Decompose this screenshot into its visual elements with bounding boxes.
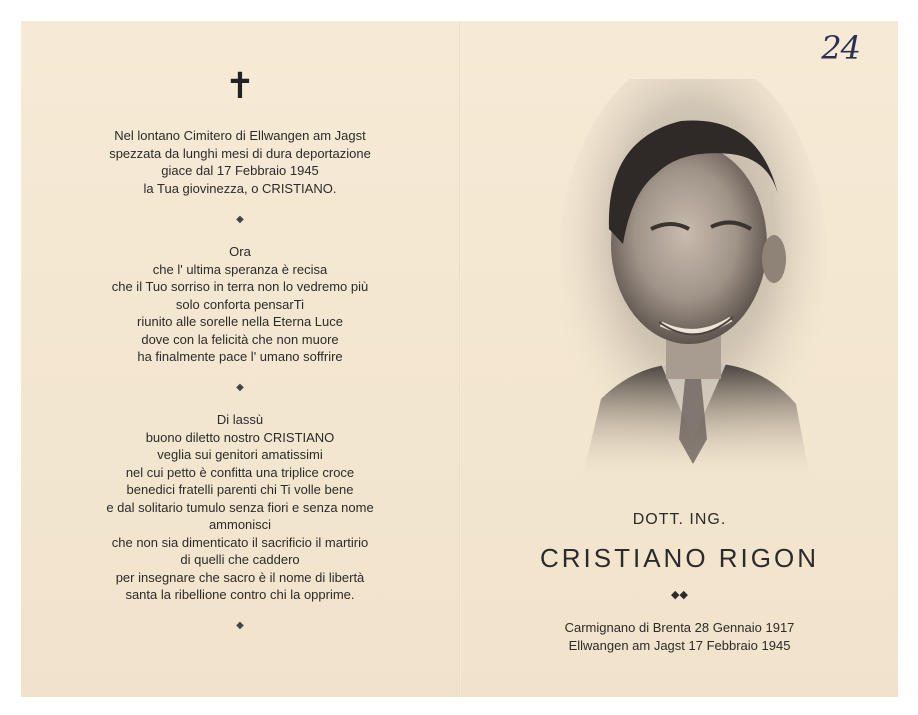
stanza-line: Nel lontano Cimitero di Ellwangen am Jagst [114,128,366,143]
stanza-line: buono diletto nostro CRISTIANO [145,429,335,445]
stanza-line: Ora [229,244,251,259]
stanza-line: giace dal 17 Febbraio 1945 [161,163,319,178]
right-page [461,21,898,697]
stanza-line: santa la ribellione contro chi la opprime. [125,587,355,602]
portrait-photo [561,79,826,484]
title-text: DOTT. ING. [632,511,727,528]
stanza-line: spezzata da lunghi mesi di dura deportazione [109,145,371,161]
stanza-line: che non sia dimenticato il sacrificio il martirio [111,534,369,550]
stanza-line: che l' ultima speranza è recisa [152,261,328,277]
stanza-3 [21,411,459,604]
stanza-line: ha finalmente pace l' umano soffrire [137,349,343,364]
birth-date: Carmignano di Brenta 28 Gennaio 1917 [564,620,795,635]
ornament-divider-icon: ◆ [236,620,244,631]
deceased-name: CRISTIANO RIGON [539,543,819,573]
stanza-line: veglia sui genitori amatissimi [157,447,323,462]
stanza-line: dove con la felicità che non muore [141,331,339,347]
handwritten-number: 24 [821,29,860,67]
stanza-1 [21,127,459,197]
stanza-line: Di lassù [216,412,264,427]
stanza-line: riunito alle sorelle nella Eterna Luce [137,314,343,329]
stanza-line: per insegnare che sacro è il nome di libertà [115,569,365,585]
left-page [21,21,459,697]
stanza-line: ammonisci [208,517,272,532]
stanza-line: benedici fratelli parenti chi Ti volle bene [126,482,354,497]
cross-icon: ✝ [224,66,256,107]
dates-block [461,619,898,655]
stanza-line: solo conforta pensarTi [175,296,305,312]
stanza-line: la Tua giovinezza, o CRISTIANO. [143,180,337,196]
stanza-line: di quelli che caddero [180,552,300,567]
ornament-divider-icon: ◆◆ [671,589,688,601]
memorial-card [21,21,898,697]
death-date: Ellwangen am Jagst 17 Febbraio 1945 [568,638,791,653]
ornament-divider-icon: ◆ [236,382,244,393]
stanza-line: nel cui petto è confitta una triplice croce [125,464,355,480]
stanza-2 [21,243,459,366]
stanza-line: che il Tuo sorriso in terra non lo vedremo più [111,279,369,294]
ornament-divider-icon: ◆ [236,214,244,225]
stanza-line: e dal solitario tumulo senza fiori e senza nome [106,499,374,515]
